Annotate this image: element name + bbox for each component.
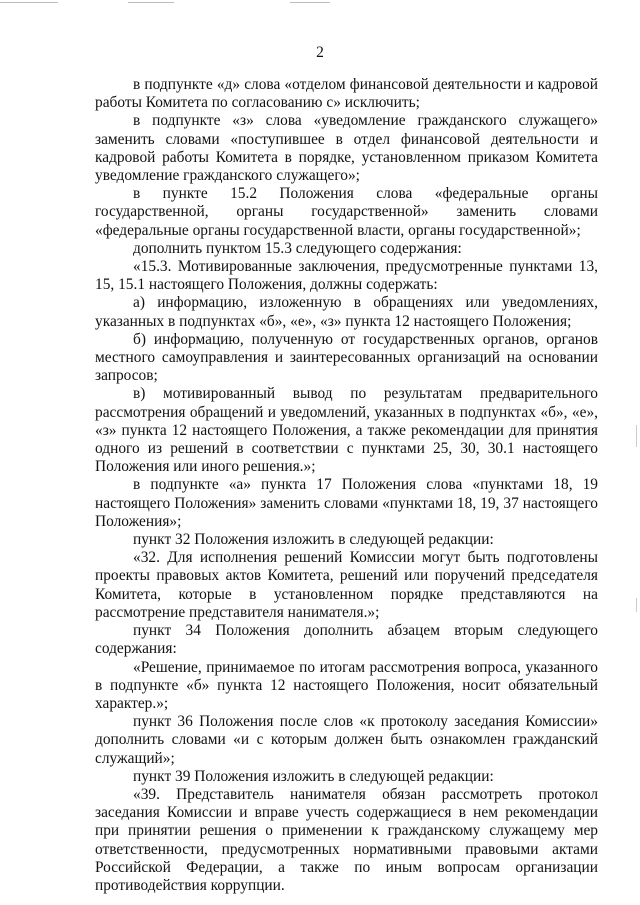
paragraph: «32. Для исполнения решений Комиссии могут быть подготовлены проекты правовых актов Комитета, решений или поручений председателя Комитета, которые в установленном порядке представляются на рассмотрение представителя нанимателя.»; [95, 549, 598, 621]
paragraph: в подпункте «д» слова «отделом финансовой деятельности и кадровой работы Комитета по согласованию с» исключить; [95, 76, 598, 112]
paragraph: пункт 36 Положения после слов «к протоколу заседания Комиссии» дополнить словами «и с которым должен быть ознакомлен гражданский служащий»; [95, 713, 598, 767]
paragraph: пункт 32 Положения изложить в следующей редакции: [133, 531, 494, 549]
scan-artifact [636, 598, 637, 612]
paragraph: «Решение, принимаемое по итогам рассмотрения вопроса, указанного в подпункте «б» пункта 12 настоящего Положения, носит обязательный характер.»; [95, 658, 598, 712]
paragraph: в) мотивированный вывод по результатам предварительного рассмотрения обращений и уведомлений, указанных в подпунктах «б», «е», «з» пункта 12 настоящего Положения, а также рекомендации для принятия одного из решений в соответствии с пунктами 25, 30, 30.1 настоящего Положения или иного решения.»; [95, 385, 598, 476]
paragraph: в подпункте «а» пункта 17 Положения слова «пунктами 18, 19 настоящего Положения» заменить словами «пунктами 18, 19, 37 настоящего Положения»; [95, 476, 598, 530]
paragraph: в подпункте «з» слова «уведомление гражданского служащего» заменить словами «поступившее в отдел финансовой деятельности и кадровой работы Комитета в порядке, установленном приказом Комитета уведомление гражданского служащего»; [95, 112, 598, 185]
paragraph: а) информацию, изложенную в обращениях или уведомлениях, указанных в подпунктах «б», «е», «з» пункта 12 настоящего Положения; [95, 294, 598, 330]
paragraph: б) информацию, полученную от государственных органов, органов местного самоуправления и заинтересованных организаций на основании запросов; [95, 330, 598, 385]
paragraph: пункт 39 Положения изложить в следующей редакции: [133, 767, 494, 785]
scan-artifact [290, 2, 330, 3]
page-number: 2 [316, 44, 324, 61]
scan-artifact [0, 2, 58, 3]
paragraph: «15.3. Мотивированные заключения, предусмотренные пунктами 13, 15, 15.1 настоящего Положения, должны содержать: [95, 258, 598, 294]
scan-artifact [636, 425, 637, 447]
paragraph: дополнить пунктом 15.3 следующего содержания: [133, 239, 462, 257]
paragraph: пункт 34 Положения дополнить абзацем вторым следующего содержания: [95, 622, 598, 658]
document-body [95, 76, 598, 895]
scan-artifact [128, 2, 174, 3]
paragraph: в пункте 15.2 Положения слова «федеральные органы государственной, органы государственной» заменить словами «федеральные органы государственной власти, органы государственной»; [95, 185, 598, 239]
paragraph: «39. Представитель нанимателя обязан рассмотреть протокол заседания Комиссии и вправе учесть содержащиеся в нем рекомендации при принятии решения о применении к гражданскому служащему мер ответственности, предусмотренных нормативными правовыми актами Российской Федерации, а также по иным вопросам организации противодействия коррупции. [95, 785, 598, 894]
